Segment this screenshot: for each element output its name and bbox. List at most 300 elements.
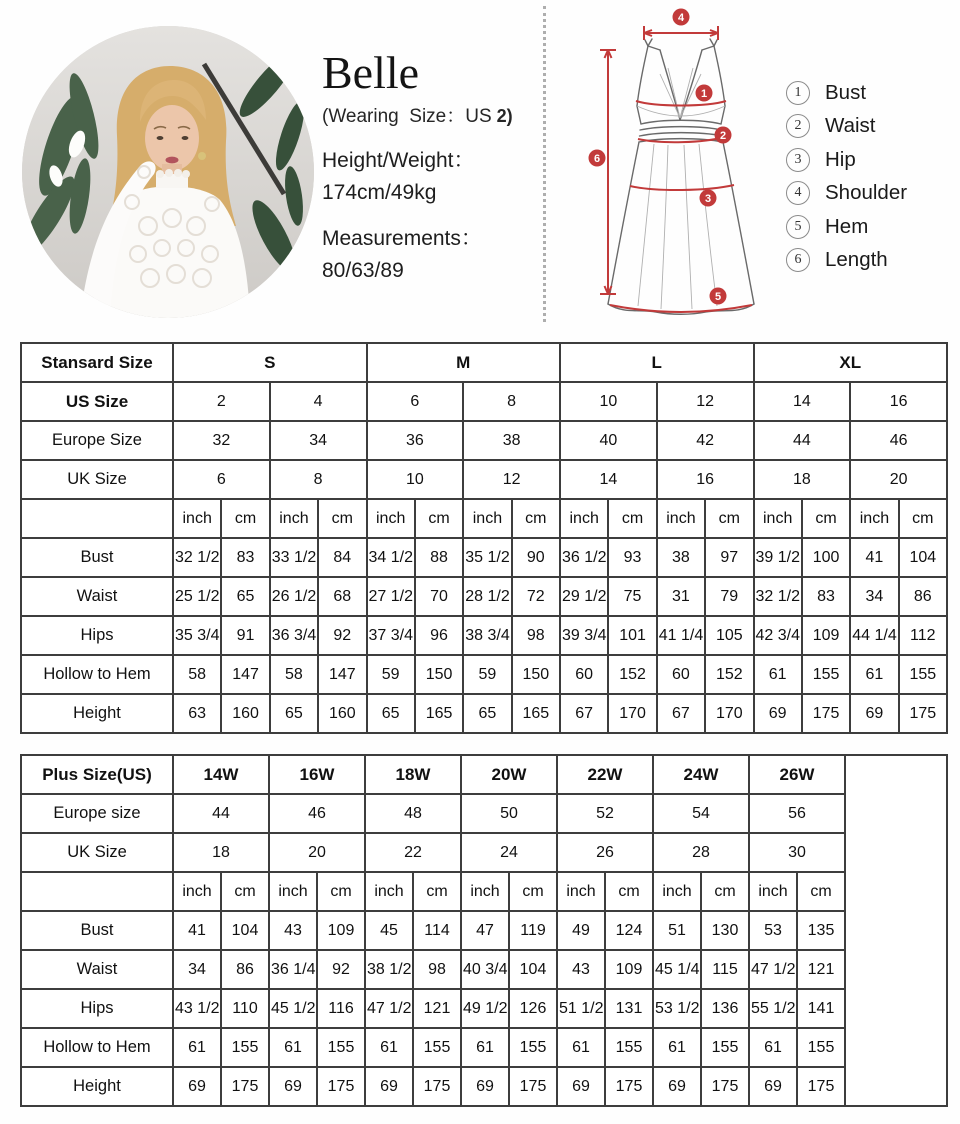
circled-number-icon: 5 xyxy=(786,215,810,239)
measure-row xyxy=(21,694,947,733)
size-value-cell: 46 xyxy=(269,794,365,833)
measure-value-cell: 72 xyxy=(512,577,560,616)
unit-header: cm xyxy=(705,499,753,538)
size-value-cell: 22 xyxy=(365,833,461,872)
measure-value-cell: 61 xyxy=(749,1028,797,1067)
measure-value-cell: 69 xyxy=(653,1067,701,1106)
measure-value-cell: 38 3/4 xyxy=(463,616,511,655)
measure-value-cell: 65 xyxy=(463,694,511,733)
size-value-cell: 36 xyxy=(367,421,464,460)
measure-value-cell: 53 xyxy=(749,911,797,950)
unit-header: cm xyxy=(802,499,850,538)
measure-value-cell: 67 xyxy=(560,694,608,733)
measure-value-cell: 29 1/2 xyxy=(560,577,608,616)
size-group-header: XL xyxy=(754,343,948,382)
measure-value-cell: 152 xyxy=(705,655,753,694)
measure-value-cell: 86 xyxy=(221,950,269,989)
legend-item xyxy=(786,177,907,211)
size-group-header: 16W xyxy=(269,755,365,794)
measure-value-cell: 155 xyxy=(317,1028,365,1067)
size-value-cell: 18 xyxy=(754,460,851,499)
wearing-size xyxy=(322,101,513,128)
table-header-row xyxy=(21,755,947,794)
measure-value-cell: 105 xyxy=(705,616,753,655)
measurements-value: 80/63/89 xyxy=(322,259,404,282)
unit-header: inch xyxy=(657,499,705,538)
measure-row xyxy=(21,911,947,950)
unit-header: inch xyxy=(365,872,413,911)
unit-header: cm xyxy=(221,872,269,911)
unit-header: cm xyxy=(701,872,749,911)
measure-value-cell: 165 xyxy=(415,694,463,733)
measure-value-cell: 175 xyxy=(797,1067,845,1106)
measure-row xyxy=(21,577,947,616)
row-label: Hips xyxy=(21,989,173,1028)
height-weight-value: 174cm/49kg xyxy=(322,181,437,204)
size-value-cell: 34 xyxy=(270,421,367,460)
unit-header: cm xyxy=(221,499,269,538)
measure-value-cell: 26 1/2 xyxy=(270,577,318,616)
row-label: Europe Size xyxy=(21,421,173,460)
measure-value-cell: 116 xyxy=(317,989,365,1028)
measure-value-cell: 36 1/4 xyxy=(269,950,317,989)
measure-value-cell: 84 xyxy=(318,538,366,577)
measure-value-cell: 42 3/4 xyxy=(754,616,802,655)
measure-value-cell: 121 xyxy=(797,950,845,989)
row-label: Hips xyxy=(21,616,173,655)
measure-value-cell: 33 1/2 xyxy=(270,538,318,577)
legend-label: Waist xyxy=(825,114,876,138)
standard-size-table xyxy=(20,342,948,734)
measure-value-cell: 104 xyxy=(509,950,557,989)
measure-value-cell: 47 xyxy=(461,911,509,950)
measure-value-cell: 92 xyxy=(318,616,366,655)
unit-header: cm xyxy=(512,499,560,538)
size-group-header: 24W xyxy=(653,755,749,794)
measure-value-cell: 147 xyxy=(221,655,269,694)
circled-number-icon: 2 xyxy=(786,114,810,138)
units-row xyxy=(21,872,947,911)
measure-value-cell: 100 xyxy=(802,538,850,577)
measure-value-cell: 69 xyxy=(850,694,898,733)
measure-value-cell: 35 1/2 xyxy=(463,538,511,577)
size-value-cell: 20 xyxy=(269,833,365,872)
measure-value-cell: 45 1/4 xyxy=(653,950,701,989)
legend-label: Bust xyxy=(825,80,867,104)
legend-item xyxy=(786,143,907,177)
unit-header: inch xyxy=(173,499,221,538)
row-label: US Size xyxy=(21,382,173,421)
measurements-label: Measurements： xyxy=(322,227,482,250)
measure-value-cell: 36 3/4 xyxy=(270,616,318,655)
measure-value-cell: 141 xyxy=(797,989,845,1028)
size-value-cell: 48 xyxy=(365,794,461,833)
circled-number-icon: 1 xyxy=(786,81,810,105)
legend-label: Length xyxy=(825,248,888,272)
unit-header: cm xyxy=(608,499,656,538)
row-label xyxy=(21,499,173,538)
size-value-cell: 2 xyxy=(173,382,270,421)
dress-diagram xyxy=(556,6,784,324)
measure-value-cell: 175 xyxy=(509,1067,557,1106)
model-photo-art xyxy=(22,26,314,318)
measure-value-cell: 130 xyxy=(701,911,749,950)
legend-item xyxy=(786,210,907,244)
legend-item xyxy=(786,76,907,110)
row-label: Hollow to Hem xyxy=(21,655,173,694)
measure-value-cell: 61 xyxy=(269,1028,317,1067)
size-value-cell: 32 xyxy=(173,421,270,460)
row-label: Waist xyxy=(21,577,173,616)
measure-value-cell: 59 xyxy=(367,655,415,694)
measure-value-cell: 175 xyxy=(605,1067,653,1106)
unit-header: cm xyxy=(317,872,365,911)
measure-value-cell: 92 xyxy=(317,950,365,989)
size-group-header: L xyxy=(560,343,754,382)
measure-value-cell: 175 xyxy=(802,694,850,733)
size-value-cell: 28 xyxy=(653,833,749,872)
row-label: Europe size xyxy=(21,794,173,833)
measure-row xyxy=(21,950,947,989)
measure-value-cell: 61 xyxy=(173,1028,221,1067)
marker-shoulder: 4 xyxy=(677,12,685,24)
measure-value-cell: 175 xyxy=(701,1067,749,1106)
units-row xyxy=(21,499,947,538)
size-value-cell: 8 xyxy=(270,460,367,499)
dotted-divider xyxy=(543,6,546,322)
measure-value-cell: 147 xyxy=(318,655,366,694)
measure-value-cell: 114 xyxy=(413,911,461,950)
circled-number-icon: 3 xyxy=(786,148,810,172)
measure-value-cell: 79 xyxy=(705,577,753,616)
measure-value-cell: 61 xyxy=(653,1028,701,1067)
measure-value-cell: 69 xyxy=(269,1067,317,1106)
measure-row xyxy=(21,989,947,1028)
measure-value-cell: 60 xyxy=(657,655,705,694)
marker-bust: 1 xyxy=(700,88,708,100)
row-label: Hollow to Hem xyxy=(21,1028,173,1067)
size-value-cell: 6 xyxy=(367,382,464,421)
measure-row xyxy=(21,655,947,694)
measure-value-cell: 121 xyxy=(413,989,461,1028)
measure-value-cell: 109 xyxy=(317,911,365,950)
measure-value-cell: 67 xyxy=(657,694,705,733)
measure-value-cell: 60 xyxy=(560,655,608,694)
size-row xyxy=(21,794,947,833)
unit-header: inch xyxy=(749,872,797,911)
wearing-size-value: 2) xyxy=(491,106,513,126)
measure-value-cell: 65 xyxy=(367,694,415,733)
measure-value-cell: 126 xyxy=(509,989,557,1028)
measure-value-cell: 96 xyxy=(415,616,463,655)
size-value-cell: 56 xyxy=(749,794,845,833)
measure-value-cell: 63 xyxy=(173,694,221,733)
measure-value-cell: 155 xyxy=(802,655,850,694)
measure-value-cell: 51 xyxy=(653,911,701,950)
measure-value-cell: 43 xyxy=(269,911,317,950)
size-row xyxy=(21,421,947,460)
unit-header: inch xyxy=(557,872,605,911)
measure-value-cell: 115 xyxy=(701,950,749,989)
size-value-cell: 18 xyxy=(173,833,269,872)
measure-value-cell: 47 1/2 xyxy=(749,950,797,989)
row-label: Bust xyxy=(21,538,173,577)
measure-value-cell: 93 xyxy=(608,538,656,577)
measure-value-cell: 155 xyxy=(221,1028,269,1067)
measure-value-cell: 175 xyxy=(221,1067,269,1106)
circled-number-icon: 6 xyxy=(786,248,810,272)
unit-header: inch xyxy=(754,499,802,538)
unit-header: cm xyxy=(415,499,463,538)
unit-header: inch xyxy=(560,499,608,538)
model-name: Belle xyxy=(322,47,420,98)
row-label: UK Size xyxy=(21,833,173,872)
measure-value-cell: 69 xyxy=(754,694,802,733)
measure-value-cell: 165 xyxy=(512,694,560,733)
measure-value-cell: 58 xyxy=(270,655,318,694)
size-row xyxy=(21,382,947,421)
measure-value-cell: 38 1/2 xyxy=(365,950,413,989)
row-label: Bust xyxy=(21,911,173,950)
size-value-cell: 10 xyxy=(560,382,657,421)
measure-value-cell: 104 xyxy=(221,911,269,950)
measure-value-cell: 152 xyxy=(608,655,656,694)
measure-value-cell: 65 xyxy=(221,577,269,616)
row-label: Waist xyxy=(21,950,173,989)
measure-value-cell: 155 xyxy=(797,1028,845,1067)
measure-value-cell: 32 1/2 xyxy=(754,577,802,616)
measure-value-cell: 59 xyxy=(463,655,511,694)
size-value-cell: 12 xyxy=(463,460,560,499)
measure-value-cell: 61 xyxy=(850,655,898,694)
empty-cell xyxy=(845,755,947,1106)
size-value-cell: 14 xyxy=(560,460,657,499)
size-value-cell: 52 xyxy=(557,794,653,833)
measure-value-cell: 160 xyxy=(221,694,269,733)
measure-value-cell: 43 xyxy=(557,950,605,989)
measure-value-cell: 68 xyxy=(318,577,366,616)
unit-header: cm xyxy=(899,499,947,538)
unit-header: inch xyxy=(270,499,318,538)
measure-value-cell: 69 xyxy=(173,1067,221,1106)
measure-value-cell: 69 xyxy=(557,1067,605,1106)
measure-value-cell: 34 xyxy=(850,577,898,616)
row-label: Height xyxy=(21,1067,173,1106)
measure-value-cell: 55 1/2 xyxy=(749,989,797,1028)
measure-value-cell: 155 xyxy=(413,1028,461,1067)
measure-value-cell: 98 xyxy=(512,616,560,655)
measure-value-cell: 44 1/4 xyxy=(850,616,898,655)
size-group-header: 26W xyxy=(749,755,845,794)
measure-row xyxy=(21,1028,947,1067)
measure-value-cell: 112 xyxy=(899,616,947,655)
marker-waist: 2 xyxy=(719,130,727,142)
row-label: Height xyxy=(21,694,173,733)
unit-header: inch xyxy=(653,872,701,911)
measure-value-cell: 28 1/2 xyxy=(463,577,511,616)
measure-value-cell: 65 xyxy=(270,694,318,733)
row-label xyxy=(21,872,173,911)
measure-value-cell: 34 xyxy=(173,950,221,989)
size-value-cell: 14 xyxy=(754,382,851,421)
measure-value-cell: 136 xyxy=(701,989,749,1028)
size-group-header: M xyxy=(367,343,561,382)
measure-value-cell: 150 xyxy=(415,655,463,694)
measure-row xyxy=(21,538,947,577)
measure-value-cell: 69 xyxy=(365,1067,413,1106)
measure-value-cell: 41 1/4 xyxy=(657,616,705,655)
measure-value-cell: 155 xyxy=(605,1028,653,1067)
wearing-size-prefix: (Wearing Size：US xyxy=(322,106,492,127)
measure-value-cell: 104 xyxy=(899,538,947,577)
size-value-cell: 50 xyxy=(461,794,557,833)
size-value-cell: 44 xyxy=(173,794,269,833)
measure-value-cell: 75 xyxy=(608,577,656,616)
measure-value-cell: 83 xyxy=(221,538,269,577)
measure-value-cell: 101 xyxy=(608,616,656,655)
table-header-row xyxy=(21,343,947,382)
size-value-cell: 40 xyxy=(560,421,657,460)
measure-value-cell: 110 xyxy=(221,989,269,1028)
measure-value-cell: 39 3/4 xyxy=(560,616,608,655)
measure-row xyxy=(21,616,947,655)
size-row xyxy=(21,460,947,499)
measure-value-cell: 43 1/2 xyxy=(173,989,221,1028)
legend-label: Shoulder xyxy=(825,181,908,205)
measure-value-cell: 124 xyxy=(605,911,653,950)
unit-header: inch xyxy=(463,499,511,538)
measure-value-cell: 53 1/2 xyxy=(653,989,701,1028)
measure-value-cell: 131 xyxy=(605,989,653,1028)
legend-label: Hem xyxy=(825,214,869,238)
size-value-cell: 6 xyxy=(173,460,270,499)
legend-label: Hip xyxy=(825,147,856,171)
size-value-cell: 10 xyxy=(367,460,464,499)
measure-value-cell: 119 xyxy=(509,911,557,950)
unit-header: cm xyxy=(413,872,461,911)
measure-value-cell: 155 xyxy=(899,655,947,694)
measure-value-cell: 69 xyxy=(749,1067,797,1106)
measure-value-cell: 37 3/4 xyxy=(367,616,415,655)
measure-value-cell: 170 xyxy=(608,694,656,733)
circled-number-icon: 4 xyxy=(786,181,810,205)
model-photo xyxy=(22,26,314,318)
measure-value-cell: 175 xyxy=(317,1067,365,1106)
measure-row xyxy=(21,1067,947,1106)
measure-value-cell: 61 xyxy=(557,1028,605,1067)
measure-value-cell: 150 xyxy=(512,655,560,694)
measure-value-cell: 51 1/2 xyxy=(557,989,605,1028)
row-label: UK Size xyxy=(21,460,173,499)
measure-value-cell: 98 xyxy=(413,950,461,989)
measure-value-cell: 155 xyxy=(509,1028,557,1067)
measure-value-cell: 32 1/2 xyxy=(173,538,221,577)
size-value-cell: 24 xyxy=(461,833,557,872)
measure-value-cell: 61 xyxy=(461,1028,509,1067)
size-value-cell: 8 xyxy=(463,382,560,421)
height-weight-label: Height/Weight： xyxy=(322,149,475,172)
measure-value-cell: 40 3/4 xyxy=(461,950,509,989)
size-value-cell: 16 xyxy=(657,460,754,499)
size-group-header: S xyxy=(173,343,367,382)
unit-header: inch xyxy=(269,872,317,911)
measure-value-cell: 61 xyxy=(365,1028,413,1067)
measure-value-cell: 49 xyxy=(557,911,605,950)
measure-value-cell: 34 1/2 xyxy=(367,538,415,577)
size-value-cell: 4 xyxy=(270,382,367,421)
size-value-cell: 38 xyxy=(463,421,560,460)
measure-value-cell: 109 xyxy=(802,616,850,655)
measure-value-cell: 155 xyxy=(701,1028,749,1067)
measure-value-cell: 41 xyxy=(850,538,898,577)
size-value-cell: 42 xyxy=(657,421,754,460)
unit-header: cm xyxy=(509,872,557,911)
marker-length: 6 xyxy=(593,153,601,165)
size-value-cell: 20 xyxy=(850,460,947,499)
size-value-cell: 16 xyxy=(850,382,947,421)
measure-value-cell: 160 xyxy=(318,694,366,733)
measure-value-cell: 25 1/2 xyxy=(173,577,221,616)
measure-value-cell: 170 xyxy=(705,694,753,733)
table-title: Stansard Size xyxy=(21,343,173,382)
legend-item xyxy=(786,110,907,144)
measure-value-cell: 47 1/2 xyxy=(365,989,413,1028)
measure-value-cell: 27 1/2 xyxy=(367,577,415,616)
unit-header: inch xyxy=(850,499,898,538)
unit-header: cm xyxy=(318,499,366,538)
size-value-cell: 26 xyxy=(557,833,653,872)
size-value-cell: 54 xyxy=(653,794,749,833)
unit-header: inch xyxy=(461,872,509,911)
unit-header: inch xyxy=(173,872,221,911)
measure-value-cell: 88 xyxy=(415,538,463,577)
size-value-cell: 12 xyxy=(657,382,754,421)
measure-value-cell: 36 1/2 xyxy=(560,538,608,577)
size-value-cell: 30 xyxy=(749,833,845,872)
marker-hip: 3 xyxy=(704,193,712,205)
measure-value-cell: 45 1/2 xyxy=(269,989,317,1028)
measure-value-cell: 83 xyxy=(802,577,850,616)
measure-value-cell: 91 xyxy=(221,616,269,655)
measure-value-cell: 38 xyxy=(657,538,705,577)
measure-value-cell: 39 1/2 xyxy=(754,538,802,577)
size-group-header: 20W xyxy=(461,755,557,794)
measure-value-cell: 109 xyxy=(605,950,653,989)
unit-header: cm xyxy=(797,872,845,911)
measure-value-cell: 135 xyxy=(797,911,845,950)
measurement-legend xyxy=(786,76,907,277)
measure-value-cell: 31 xyxy=(657,577,705,616)
marker-hem: 5 xyxy=(714,291,722,303)
measure-value-cell: 69 xyxy=(461,1067,509,1106)
unit-header: cm xyxy=(605,872,653,911)
measure-value-cell: 90 xyxy=(512,538,560,577)
measure-value-cell: 70 xyxy=(415,577,463,616)
measure-value-cell: 97 xyxy=(705,538,753,577)
table-title: Plus Size(US) xyxy=(21,755,173,794)
measure-value-cell: 61 xyxy=(754,655,802,694)
size-value-cell: 46 xyxy=(850,421,947,460)
measure-value-cell: 175 xyxy=(899,694,947,733)
size-row xyxy=(21,833,947,872)
measure-value-cell: 41 xyxy=(173,911,221,950)
measure-value-cell: 86 xyxy=(899,577,947,616)
measure-value-cell: 49 1/2 xyxy=(461,989,509,1028)
measure-value-cell: 35 3/4 xyxy=(173,616,221,655)
legend-item xyxy=(786,244,907,278)
size-value-cell: 44 xyxy=(754,421,851,460)
size-group-header: 18W xyxy=(365,755,461,794)
